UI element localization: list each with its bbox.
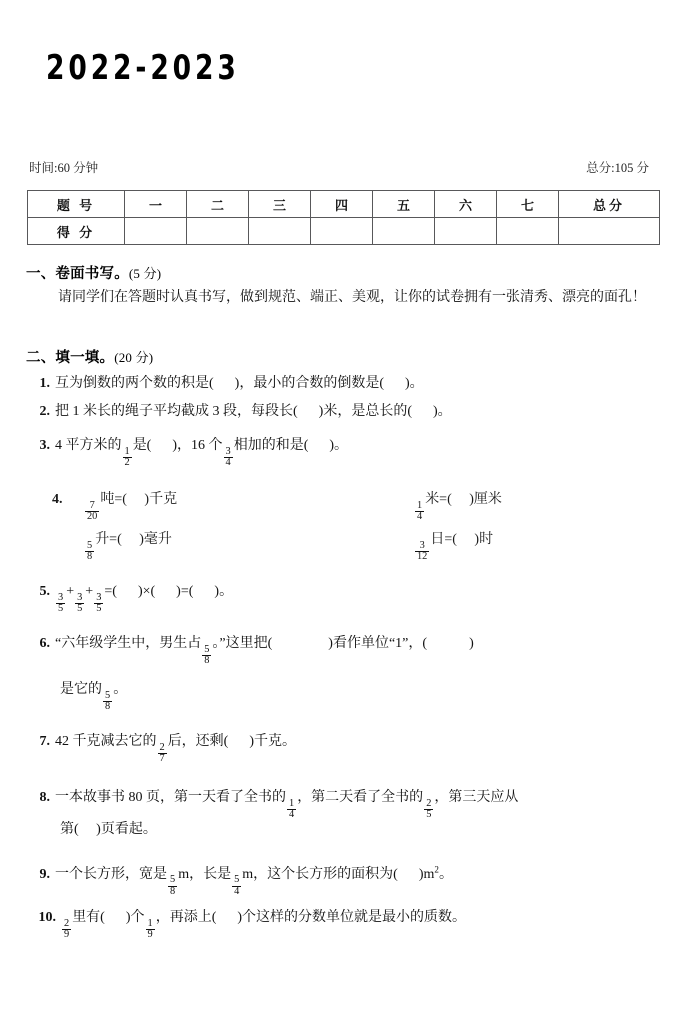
- section-1-title: 一、卷面书写。: [26, 266, 129, 282]
- fraction-denominator: 8: [170, 886, 176, 898]
- fraction-denominator: 7: [159, 753, 165, 765]
- text-run: 是它的: [60, 682, 102, 697]
- fraction-numerator: 3: [96, 591, 102, 603]
- text-run: ，第三天应从: [434, 790, 519, 805]
- text-run: )，16 个: [172, 438, 223, 453]
- question-1-number: 1.: [39, 376, 50, 391]
- fraction: [415, 501, 424, 524]
- section-heading-1: [26, 262, 161, 283]
- question-7: [26, 730, 652, 766]
- answer-blank[interactable]: [427, 632, 469, 655]
- question-8-body-2: [60, 818, 157, 841]
- fraction: [202, 645, 211, 668]
- question-5-body: [55, 584, 234, 615]
- text-run: 是(: [132, 438, 152, 453]
- text-run: 后，还剩(: [167, 734, 229, 749]
- question-5-number: 5.: [39, 584, 50, 599]
- page-title: 2022-2023: [46, 48, 240, 88]
- answer-blank[interactable]: [457, 528, 475, 551]
- answer-blank[interactable]: [122, 528, 140, 551]
- text-run: 。”这里把(: [212, 636, 273, 651]
- question-10: [26, 906, 652, 942]
- score-cell-total[interactable]: [559, 218, 660, 245]
- score-cell-4[interactable]: [311, 218, 373, 245]
- fraction-numerator: 3: [225, 445, 231, 457]
- text-run: )看作单位“1”，(: [328, 636, 428, 651]
- time-limit-label: 时间:60 分钟: [29, 161, 99, 175]
- text-run: )。: [214, 584, 234, 599]
- table-row-scores: [28, 218, 660, 245]
- question-8-continuation: [26, 818, 652, 841]
- text-run: )页看起。: [96, 822, 157, 837]
- exam-meta-row: [29, 158, 649, 176]
- text-run: +: [66, 584, 75, 599]
- fraction: [146, 919, 155, 942]
- fraction: [94, 593, 103, 616]
- question-6-continuation: [26, 678, 652, 714]
- fraction-denominator: 8: [204, 655, 210, 667]
- fraction-numerator: 2: [426, 797, 432, 809]
- question-2-body: [55, 404, 452, 419]
- fraction: [158, 743, 167, 766]
- fraction-numerator: 5: [170, 874, 176, 886]
- fraction-denominator: 20: [87, 511, 98, 523]
- answer-blank[interactable]: [127, 488, 145, 511]
- question-4-conversion-b: [414, 488, 502, 524]
- writing-instruction-text: 请同学们在答题时认真书写，做到规范、端正、美观，让你的试卷拥有一张清秀、漂亮的面孔！: [58, 290, 646, 305]
- text-run: 吨=(: [100, 492, 127, 507]
- col-header-total: 总分: [559, 191, 660, 218]
- text-run: 互为倒数的两个数的积是(: [55, 376, 214, 391]
- text-run: 把 1 米长的绳子平均截成 3 段，每段长(: [55, 404, 298, 419]
- text-run: )千克: [144, 492, 178, 507]
- text-run: )。: [433, 404, 452, 419]
- question-8-body: [55, 790, 519, 821]
- question-3-number: 3.: [39, 438, 50, 453]
- text-run: =(: [104, 584, 117, 599]
- text-run: 日=(: [430, 532, 457, 547]
- col-header-5: 五: [373, 191, 435, 218]
- text-run: 里有(: [72, 910, 105, 925]
- fraction-numerator: 1: [124, 445, 130, 457]
- question-2: [26, 400, 652, 423]
- fraction-denominator: 8: [105, 701, 111, 713]
- question-1: [26, 372, 652, 395]
- text-run: )千克。: [249, 734, 297, 749]
- text-run: )米，是总长的(: [318, 404, 412, 419]
- fraction-denominator: 12: [417, 551, 428, 563]
- text-run: “六年级学生中，男生占: [55, 636, 202, 651]
- writing-instruction-paragraph: [26, 285, 650, 311]
- answer-blank[interactable]: [452, 488, 470, 511]
- answer-blank[interactable]: [272, 632, 328, 655]
- text-run: +: [85, 584, 94, 599]
- fraction: [168, 875, 177, 898]
- fraction: [56, 593, 65, 616]
- fraction: [224, 447, 233, 470]
- score-cell-1[interactable]: [125, 218, 187, 245]
- text-run: )=(: [176, 584, 194, 599]
- text-run: )毫升: [139, 532, 172, 547]
- fraction-numerator: 2: [64, 917, 70, 929]
- text-run: m，长是: [178, 866, 232, 882]
- text-run: )×(: [137, 584, 156, 599]
- fraction-numerator: 3: [58, 591, 64, 603]
- fraction: [75, 593, 84, 616]
- question-10-number: 10.: [38, 910, 56, 925]
- text-run: 第(: [60, 822, 79, 837]
- text-run: m，这个长方形的面积为(: [242, 866, 398, 882]
- fraction-numerator: 1: [147, 917, 153, 929]
- fraction: [103, 691, 112, 714]
- question-8-number: 8.: [39, 790, 50, 805]
- text-run: 4 平方米的: [55, 438, 122, 453]
- answer-blank[interactable]: [216, 906, 237, 929]
- text-run: ，第二天看了全书的: [297, 790, 424, 805]
- question-9: [26, 858, 652, 898]
- answer-blank[interactable]: [105, 906, 126, 929]
- row-label-score: 得 分: [28, 218, 125, 245]
- col-header-3: 三: [249, 191, 311, 218]
- text-run: )个这样的分数单位就是最小的质数。: [237, 910, 467, 925]
- score-cell-3[interactable]: [249, 218, 311, 245]
- col-header-4: 四: [311, 191, 373, 218]
- answer-blank[interactable]: [412, 400, 433, 423]
- answer-blank[interactable]: [79, 818, 97, 841]
- text-run: 米=(: [425, 492, 452, 507]
- answer-blank[interactable]: [155, 580, 176, 603]
- text-run: ，再添上(: [155, 910, 217, 925]
- answer-blank[interactable]: [151, 434, 172, 457]
- fraction-denominator: 5: [77, 603, 83, 615]
- answer-blank[interactable]: [398, 863, 419, 886]
- fraction-numerator: 1: [417, 499, 423, 511]
- question-7-number: 7.: [39, 734, 50, 749]
- score-cell-7[interactable]: [497, 218, 559, 245]
- row-label-question-no: 题 号: [28, 191, 125, 218]
- fraction-numerator: 3: [419, 539, 425, 551]
- question-9-number: 9.: [39, 866, 50, 882]
- question-5: [26, 580, 652, 616]
- question-8: [26, 786, 652, 822]
- text-run: )个: [125, 910, 145, 925]
- fraction-numerator: 7: [89, 499, 95, 511]
- question-10-body: [61, 910, 467, 941]
- fraction-denominator: 2: [124, 457, 130, 469]
- answer-blank[interactable]: [117, 580, 138, 603]
- section-2-points: (20 分): [114, 350, 154, 365]
- text-run: )，最小的合数的倒数是(: [234, 376, 384, 391]
- text-run: )。: [405, 376, 424, 391]
- answer-blank[interactable]: [228, 730, 249, 753]
- col-header-2: 二: [187, 191, 249, 218]
- section-2-title: 二、填一填。: [26, 350, 115, 366]
- question-9-body: [55, 864, 453, 898]
- col-header-6: 六: [435, 191, 497, 218]
- text-run: 42 千克减去它的: [55, 734, 157, 749]
- fraction-denominator: 5: [426, 809, 432, 821]
- fraction: [232, 875, 241, 898]
- text-run: )时: [474, 532, 494, 547]
- question-6-body-2: [60, 678, 127, 714]
- fraction-denominator: 5: [58, 603, 64, 615]
- question-6: [26, 632, 652, 668]
- question-1-body: [55, 376, 424, 391]
- fraction-denominator: 4: [225, 457, 231, 469]
- text-run: 一本故事书 80 页，第一天看了全书的: [55, 790, 286, 805]
- text-run: 相加的和是(: [233, 438, 309, 453]
- fraction-numerator: 5: [204, 643, 210, 655]
- table-row-question-numbers: [28, 191, 660, 218]
- col-header-7: 七: [497, 191, 559, 218]
- text-run: )。: [329, 438, 349, 453]
- fraction: [85, 541, 94, 564]
- text-run: )厘米: [469, 492, 502, 507]
- text-run: ): [469, 636, 474, 651]
- question-4-number: 4.: [52, 492, 63, 507]
- fraction-denominator: 5: [96, 603, 102, 615]
- answer-blank[interactable]: [308, 434, 329, 457]
- fraction: [123, 447, 132, 470]
- section-heading-2: [26, 346, 153, 367]
- question-7-body: [55, 734, 297, 765]
- text-run: 一个长方形，宽是: [55, 866, 167, 882]
- score-cell-2[interactable]: [187, 218, 249, 245]
- fraction: [62, 919, 71, 942]
- fraction-numerator: 2: [159, 741, 165, 753]
- fraction: [85, 501, 99, 524]
- question-4-conversion-c: [84, 528, 172, 564]
- superscript-exponent: 2: [434, 864, 439, 874]
- score-cell-5[interactable]: [373, 218, 435, 245]
- col-header-1: 一: [125, 191, 187, 218]
- fraction-denominator: 4: [234, 886, 240, 898]
- question-6-number: 6.: [39, 636, 50, 651]
- text-run: 升=(: [95, 532, 122, 547]
- text-run: 。: [113, 682, 128, 697]
- score-table: [27, 190, 660, 245]
- answer-blank[interactable]: [214, 372, 235, 395]
- fraction-denominator: 4: [417, 511, 423, 523]
- question-4-conversion-a: [84, 488, 177, 524]
- score-cell-6[interactable]: [435, 218, 497, 245]
- answer-blank[interactable]: [298, 400, 319, 423]
- fraction-denominator: 9: [64, 929, 70, 941]
- fraction-numerator: 5: [234, 874, 240, 886]
- fraction-denominator: 9: [147, 929, 153, 941]
- fraction-numerator: 3: [77, 591, 83, 603]
- answer-blank[interactable]: [193, 580, 214, 603]
- fraction-denominator: 8: [87, 551, 93, 563]
- fraction: [415, 541, 429, 564]
- question-4-conversion-d: [414, 528, 493, 564]
- text-run: )m: [418, 866, 435, 882]
- total-score-label: 总分:105 分: [586, 161, 649, 175]
- question-3: [26, 434, 652, 470]
- fraction-numerator: 5: [87, 539, 93, 551]
- question-6-body: [55, 636, 474, 667]
- fraction-numerator: 1: [289, 797, 295, 809]
- fraction-denominator: 4: [289, 809, 295, 821]
- fraction-numerator: 5: [105, 689, 111, 701]
- answer-blank[interactable]: [384, 372, 405, 395]
- section-1-points: (5 分): [128, 266, 162, 281]
- question-3-body: [55, 438, 349, 469]
- question-2-number: 2.: [39, 404, 50, 419]
- text-run: 。: [438, 866, 453, 882]
